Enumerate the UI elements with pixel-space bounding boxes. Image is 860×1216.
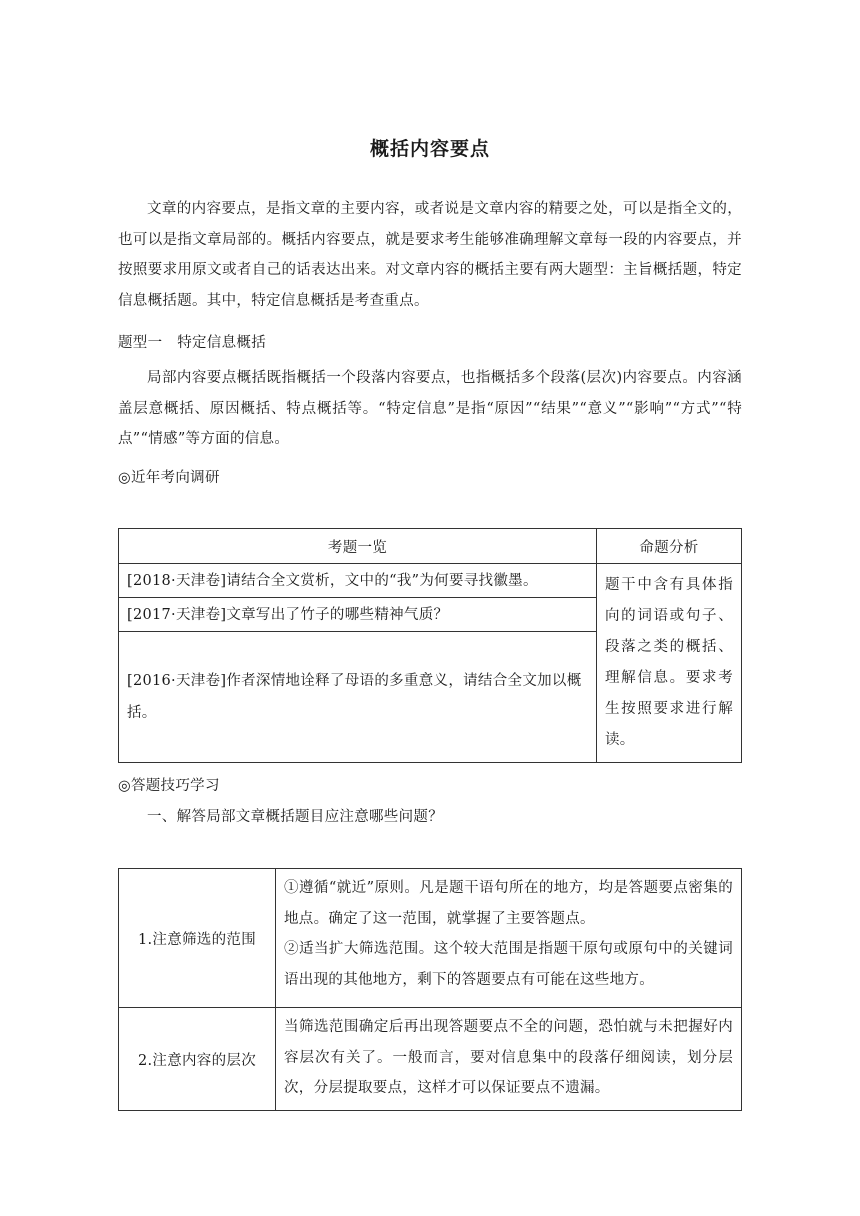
tip-range-point-1: ①遵循“就近”原则。凡是题干语句所在的地方，均是答题要点密集的地点。确定了这一范围，就掌握了主要答题点。 xyxy=(284,880,733,927)
tip-body-range xyxy=(276,869,742,1008)
tip-body-levels xyxy=(276,1008,742,1111)
document-title: 概括内容要点 xyxy=(369,138,490,160)
tip-range-point-2: ②适当扩大筛选范围。这个较大范围是指题干原句或原句中的关键词语出现的其他地方，剩下的答题要点有可能在这些地方。 xyxy=(284,941,733,988)
tip-label-range: 1.注意筛选的范围 xyxy=(119,869,276,1008)
section-heading-exam-trends: ◎近年考向调研 xyxy=(118,470,220,486)
exam-table xyxy=(118,528,742,763)
type-heading: 题型一 特定信息概括 xyxy=(118,335,266,351)
intro-paragraph: 文章的内容要点，是指文章的主要内容，或者说是文章内容的精要之处，可以是指全文的，也可以是指文章局部的。概括内容要点，就是要求考生能够准确理解文章每一段的内容要点，并按照要求用原文或者自己的话表达出来。对文章内容的概括主要有两大题型：主旨概括题，特定信息概括题。其中，特定信息概括是考查重点。 xyxy=(118,201,742,309)
tip-label-levels: 2.注意内容的层次 xyxy=(119,1008,276,1111)
tips-table xyxy=(118,868,742,1111)
tip-levels-point-1: 当筛选范围确定后再出现答题要点不全的问题，恐怕就与未把握好内容层次有关了。一般而言，要对信息集中的段落仔细阅读，划分层次，分层提取要点，这样才可以保证要点不遗漏。 xyxy=(284,1019,733,1096)
exam-table-header-analysis: 命题分析 xyxy=(597,529,742,564)
exam-table-header-questions: 考题一览 xyxy=(119,529,597,564)
section-heading-answer-skills: ◎答题技巧学习 xyxy=(118,778,220,794)
type-description: 局部内容要点概括既指概括一个段落内容要点，也指概括多个段落(层次)内容要点。内容涵盖层意概括、原因概括、特点概括等。“特定信息”是指“原因”“结果”“意义”“影响”“方式”“特点”“情感”等方面的信息。 xyxy=(118,370,742,447)
exam-analysis: 题干中含有具体指向的词语或句子、段落之类的概括、理解信息。要求考生按照要求进行解读。 xyxy=(597,564,742,763)
exam-question-2018: [2018·天津卷]请结合全文赏析，文中的“我”为何要寻找徽墨。 xyxy=(119,564,597,598)
exam-question-2017: [2017·天津卷]文章写出了竹子的哪些精神气质？ xyxy=(119,598,597,632)
question-heading: 一、解答局部文章概括题目应注意哪些问题？ xyxy=(147,809,443,825)
exam-question-2016: [2016·天津卷]作者深情地诠释了母语的多重意义，请结合全文加以概括。 xyxy=(119,632,597,763)
